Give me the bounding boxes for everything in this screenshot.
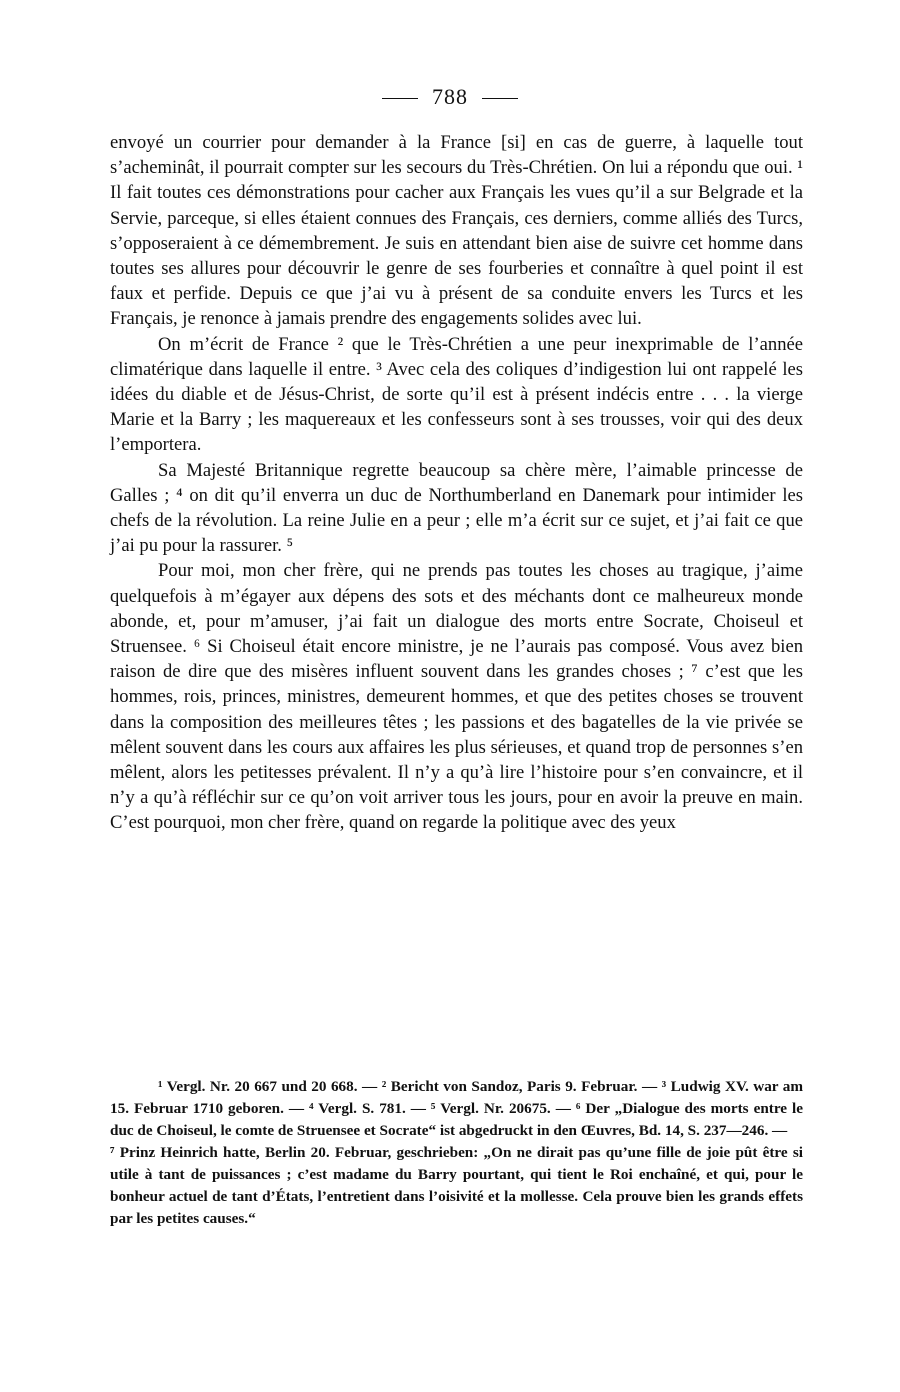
header-rule-left (382, 98, 418, 99)
paragraph-dialogue: Pour moi, mon cher frère, qui ne prends pas toutes les choses au tragique, j’aime quelquefois à m’égayer aux dépens des sots et des méchants dont ce malheureux monde abonde, et, pour m’amuser, j’ai fait un dialogue des morts entre Socrate, Choiseul et Struensee. ⁶ Si Choiseul était encore ministre, je ne l’aurais pas composé. Vous avez bien raison de dire que des misères influent souvent dans les grandes choses ; ⁷ c’est que les hommes, rois, princes, ministres, demeurent hommes, et que des petites choses se trouvent dans la composition des meilleures têtes ; les passions et des bagatelles de la vie privée se mêlent souvent dans les cours aux affaires les plus sérieuses, et quand trop de personnes s’en mêlent, alors les petitesses prévalent. Il n’y a qu’à lire l’histoire pour s’en convaincre, et il n’y a qu’à réfléchir sur ce qu’on voit arriver tous les jours, pour en avoir la preuve en main. C’est pourquoi, mon cher frère, quand on regarde la politique avec des yeux (110, 560, 803, 834)
page-header (0, 84, 900, 110)
footnote-7: ⁷ Prinz Heinrich hatte, Berlin 20. Februar, geschrieben: „On ne dirait pas qu’une fille de joie pût être si utile à tant de puissances ; c’est madame du Barry pourtant, qui tient le Roi enchaîné, et qui, pour le bonheur actuel de tant d’États, l’entretient dans l’oisivité et la mollesse. Cela prouve bien les grands effets par les petites causes.“ (110, 1144, 803, 1227)
header-rule-right (482, 98, 518, 99)
footnotes (110, 1076, 803, 1230)
page-number: 788 (432, 84, 468, 109)
paragraph-france: On m’écrit de France ² que le Très-Chrétien a une peur inexprimable de l’année climatérique dans laquelle il entre. ³ Avec cela des coliques d’indigestion lui ont rappelé les idées du diable et de Jésus-Christ, de sorte qu’il est à présent indécis entre . . . la vierge Marie et la Barry ; les maquereaux et les confesseurs sont à ses trousses, voir qui des deux l’emportera. (110, 333, 803, 456)
paragraph-continued: envoyé un courrier pour demander à la France [si] en cas de guerre, à laquelle tout s’acheminât, il pourrait compter sur les secours du Très-Chrétien. On lui a répondu que oui. ¹ Il fait toutes ces démonstrations pour cacher aux Français les vues qu’il a sur Belgrade et la Servie, parceque, si elles étaient connues des Français, ces derniers, comme alliés des Turcs, s’opposeraient à ce démembrement. Je suis en attendant bien aise de suivre cet homme dans toutes ses allures pour découvrir le genre de ses fourberies et connaître à quel point il est faux et perfide. Depuis ce que j’ai vu à présent de sa conduite envers les Turcs et les Français, je renonce à jamais prendre des engagements solides avec lui. (110, 132, 803, 330)
paragraph-britain: Sa Majesté Britannique regrette beaucoup sa chère mère, l’aimable princesse de Galles ; ⁴ on dit qu’il enverra un duc de Northumberland en Danemark pour intimider les chefs de la révolution. La reine Julie en a peur ; elle m’a écrit sur ce sujet, et j’ai fait ce que j’ai pu pour la rassurer. ⁵ (110, 459, 803, 557)
letter-body (110, 130, 803, 836)
footnote-block-1-6: ¹ Vergl. Nr. 20 667 und 20 668. — ² Bericht von Sandoz, Paris 9. Februar. — ³ Ludwig XV. war am 15. Februar 1710 geboren. — ⁴ Vergl. S. 781. — ⁵ Vergl. Nr. 20675. — ⁶ Der „Dialogue des morts entre le duc de Choiseul, le comte de Struensee et Socrate“ ist abgedruckt in den Œuvres, Bd. 14, S. 237—246. — (110, 1078, 803, 1139)
